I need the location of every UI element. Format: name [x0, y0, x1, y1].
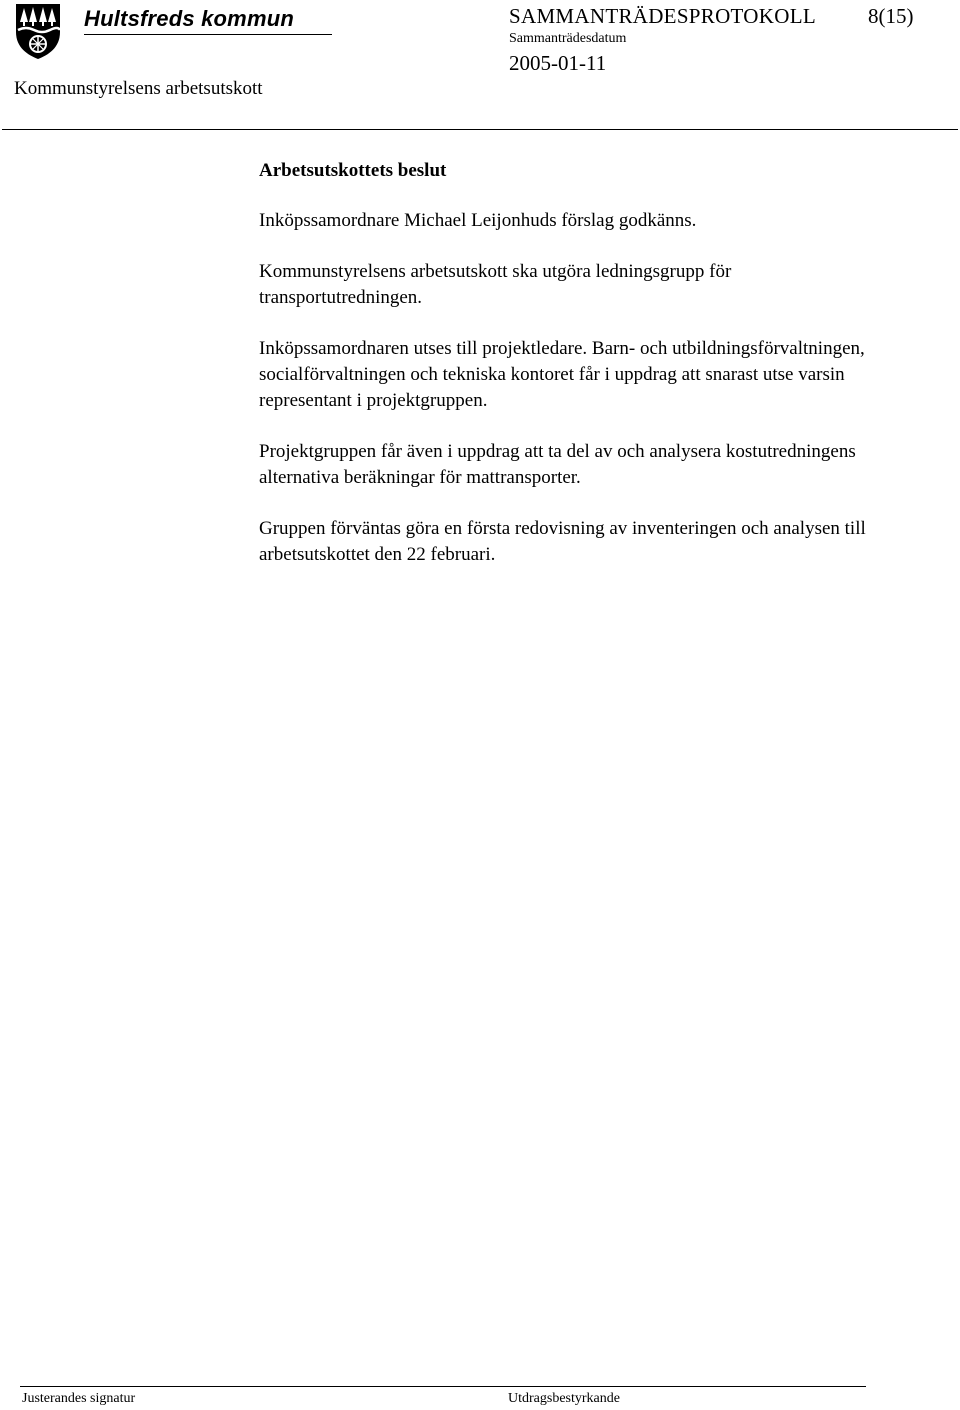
footer-divider	[20, 1386, 866, 1387]
extract-certification-label: Utdragsbestyrkande	[508, 1391, 620, 1406]
municipality-brand	[84, 4, 332, 35]
paragraph-approval: Inköpssamordnare Michael Leijonhuds förslag godkänns.	[259, 210, 697, 231]
meeting-date-label: Sammanträdesdatum	[509, 31, 627, 46]
decision-section	[259, 158, 899, 593]
header-divider	[2, 129, 958, 130]
paragraph-report: Gruppen förväntas göra en första redovisning av inventeringen och analysen till arbetsutskottet den 22 februari.	[259, 518, 866, 565]
paragraph-analysis: Projektgruppen får även i uppdrag att ta del av och analysera kostutredningens alternativa beräkningar för mattransporter.	[259, 441, 856, 488]
meeting-date: 2005-01-11	[509, 51, 607, 75]
paragraph-project-leader: Inköpssamordnaren utses till projektledare. Barn- och utbildningsförvaltningen, socialförvaltningen och tekniska kontoret får i uppdrag att snarast utse varsin representant i projektgruppen.	[259, 338, 865, 411]
page-number: 8(15)	[868, 4, 914, 28]
document-type: SAMMANTRÄDESPROTOKOLL	[509, 4, 816, 28]
brand-underline	[84, 34, 332, 35]
paragraph-steering-group: Kommunstyrelsens arbetsutskott ska utgöra ledningsgrupp för transportutredningen.	[259, 261, 732, 308]
municipality-name: Hultsfreds kommun	[84, 6, 294, 31]
committee-name: Kommunstyrelsens arbetsutskott	[14, 78, 263, 99]
signature-label: Justerandes signatur	[22, 1391, 136, 1406]
coat-of-arms-icon	[14, 2, 62, 60]
section-heading: Arbetsutskottets beslut	[259, 160, 447, 181]
